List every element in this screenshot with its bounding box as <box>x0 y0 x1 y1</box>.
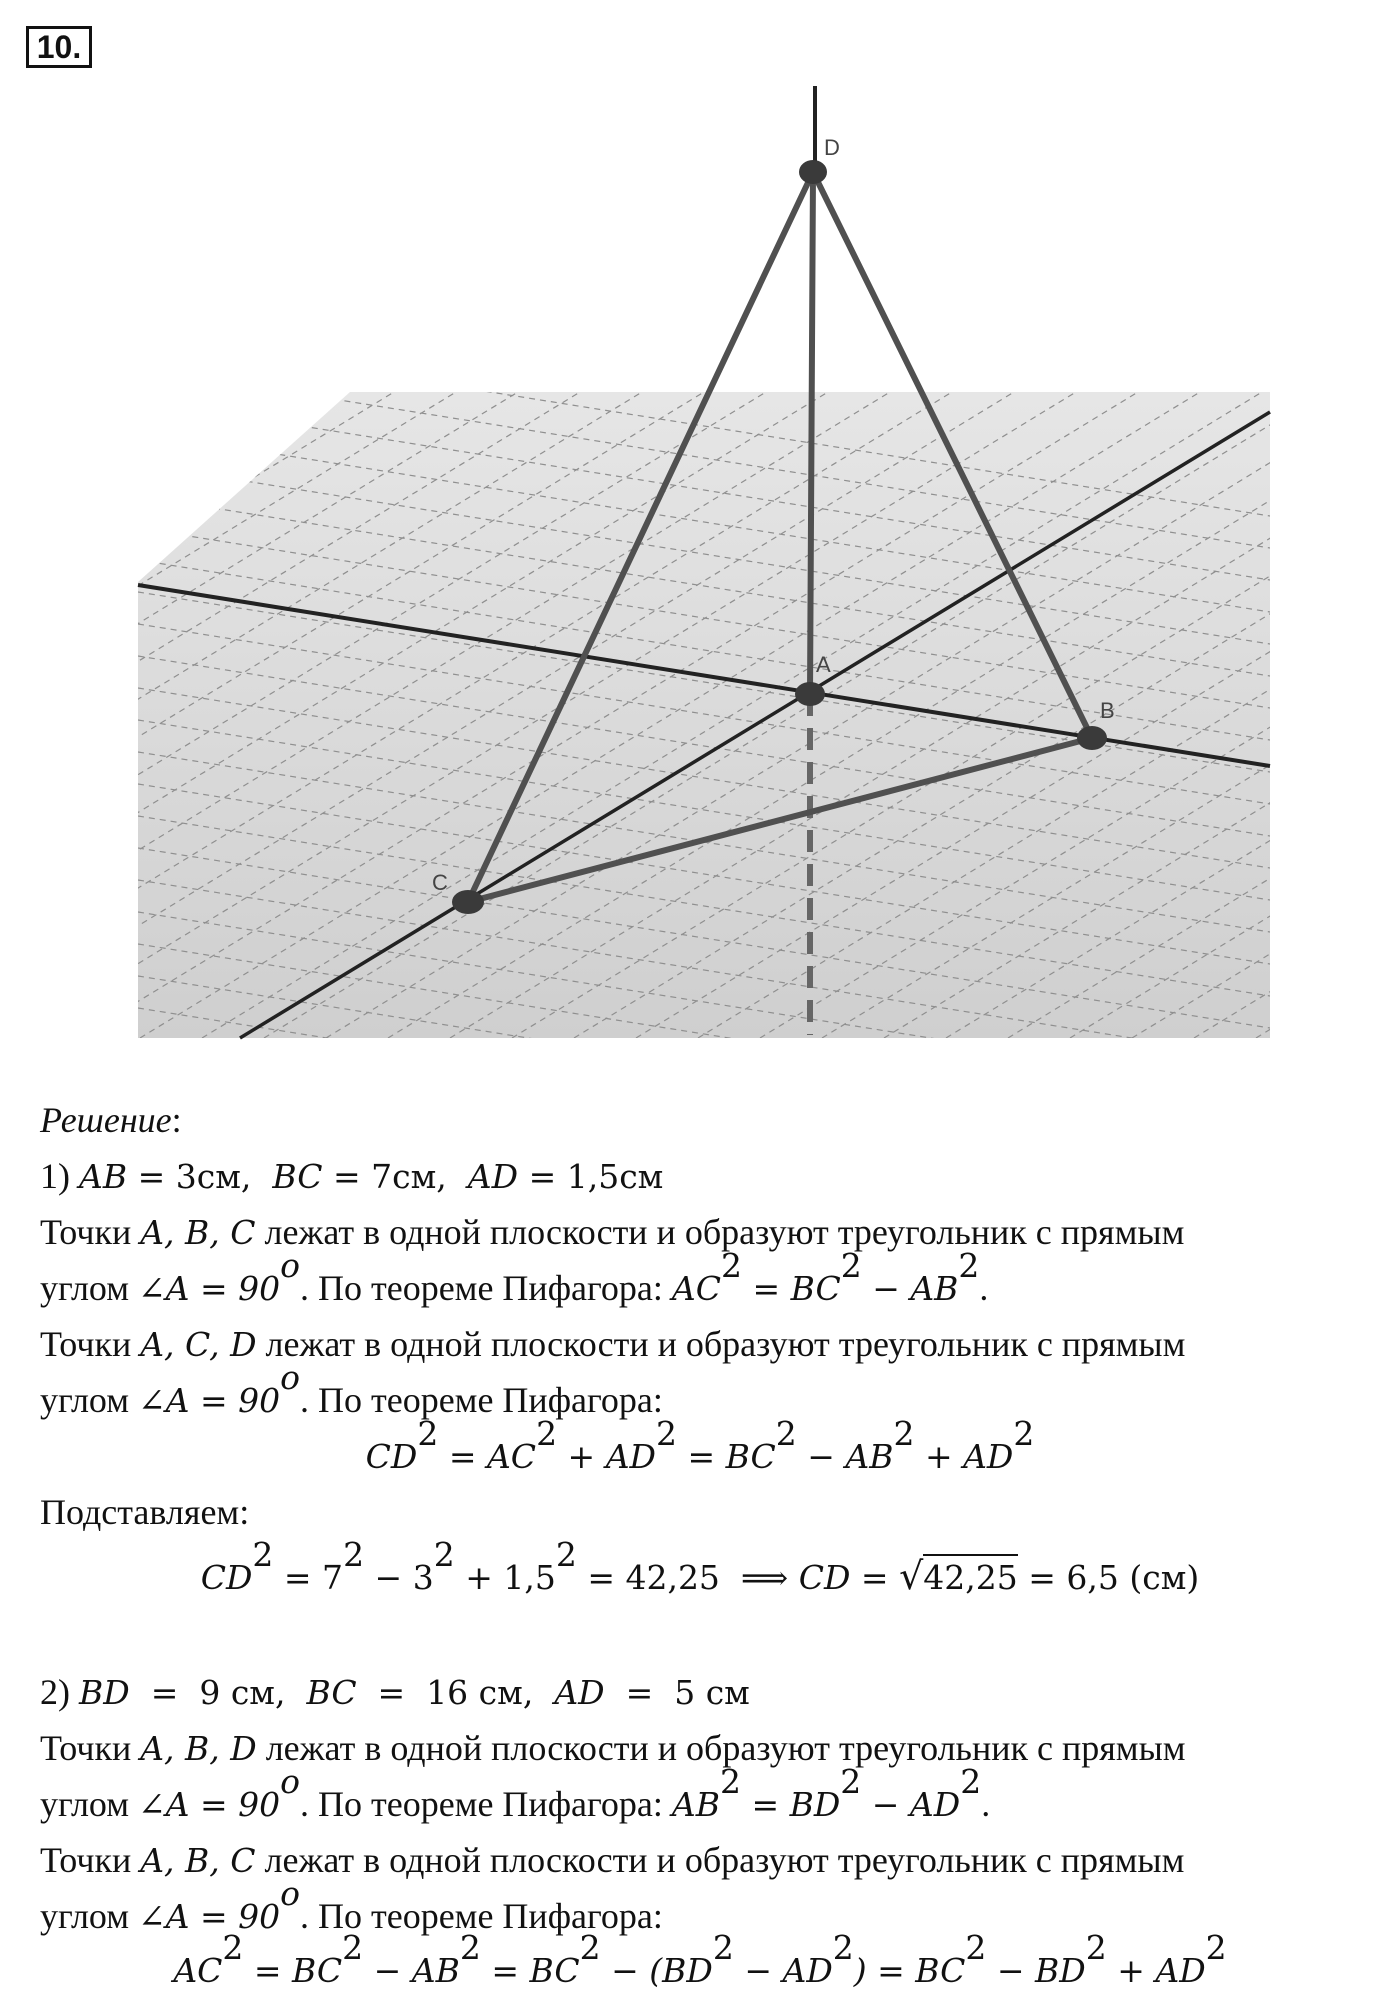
problem-number: 10. <box>26 26 92 68</box>
f: CD <box>365 1437 418 1476</box>
eq: = <box>322 1157 372 1196</box>
eq: = <box>129 1673 200 1712</box>
value-ad: 5 см <box>674 1673 750 1712</box>
t: Точки <box>40 1324 141 1364</box>
f: − AD <box>733 1951 833 1990</box>
label-d: D <box>824 135 840 160</box>
f: CD <box>798 1558 851 1597</box>
sq: 2 <box>893 1413 915 1453</box>
point-d <box>799 160 827 184</box>
t: . По теореме Пифагора: <box>299 1896 663 1936</box>
sqrt-icon: √ <box>899 1554 924 1598</box>
t: . <box>979 1268 989 1308</box>
t: . По теореме Пифагора: <box>299 1268 672 1308</box>
t: Точки <box>40 1840 141 1880</box>
result: = 6,5 (см) <box>1017 1558 1200 1597</box>
points-abc: A, B, C <box>140 1841 256 1880</box>
given-ad: AD <box>554 1673 605 1712</box>
f: = BD <box>740 1785 841 1824</box>
grid-line <box>1318 392 1400 1038</box>
value-bc: 7см <box>371 1157 437 1196</box>
f: − AB <box>861 1269 959 1308</box>
part1-line3 <box>40 1316 1370 1373</box>
t: лежат в одной плоскости и образуют треугольник с прямым <box>255 1212 1185 1252</box>
degree: o <box>280 1873 300 1913</box>
eq: = <box>356 1673 427 1712</box>
angle-a: ∠A = 90 <box>138 1381 281 1420</box>
f: + AD <box>1106 1951 1206 1990</box>
sq: 2 <box>222 1927 244 1967</box>
sq: 2 <box>958 1245 980 1285</box>
points-acd: A, C, D <box>140 1325 257 1364</box>
part2-number: 2) <box>40 1672 70 1712</box>
f: − BD <box>986 1951 1086 1990</box>
part1-number: 1) <box>40 1156 70 1196</box>
f: − AB <box>363 1951 460 1990</box>
part2-given <box>40 1664 1370 1721</box>
f: + AD <box>557 1437 656 1476</box>
f: = BC <box>676 1437 776 1476</box>
t: лежат в одной плоскости и образуют треугольник с прямым <box>256 1324 1186 1364</box>
angle-a: ∠A = 90 <box>138 1785 281 1824</box>
f: + 1,5 <box>454 1558 556 1597</box>
sep: , <box>436 1157 468 1196</box>
angle-a: ∠A = 90 <box>138 1897 281 1936</box>
heading-text: Решение <box>40 1100 172 1140</box>
grid-line <box>138 1040 1270 1050</box>
part2-formula <box>0 1927 1400 1999</box>
value-bc: 16 см <box>426 1673 523 1712</box>
given-bc: BC <box>272 1157 323 1196</box>
point-a <box>795 682 825 706</box>
sqrt-value: 42,25 <box>923 1554 1017 1600</box>
part2-line2 <box>40 1761 1370 1833</box>
part1-substitute: Подставляем: <box>40 1492 250 1532</box>
sep: , <box>240 1157 273 1196</box>
f: AB <box>671 1785 720 1824</box>
f: CD <box>200 1558 253 1597</box>
t: углом <box>40 1896 138 1936</box>
point-b <box>1077 726 1107 750</box>
sq: 2 <box>655 1413 677 1453</box>
part1-formula <box>0 1413 1400 1485</box>
degree: o <box>280 1245 300 1285</box>
given-bd: BD <box>79 1673 130 1712</box>
f: AC <box>173 1951 223 1990</box>
part1-line2 <box>40 1245 1370 1317</box>
part1-line4 <box>40 1357 1370 1429</box>
f: = <box>850 1558 900 1597</box>
label-c: C <box>432 870 448 895</box>
sq: 2 <box>965 1927 987 1967</box>
sq: 2 <box>536 1413 558 1453</box>
label-a: A <box>816 652 831 677</box>
f: = 7 <box>273 1558 344 1597</box>
part2-line3 <box>40 1832 1370 1889</box>
t: . По теореме Пифагора: <box>299 1380 663 1420</box>
t: углом <box>40 1268 138 1308</box>
f: − AD <box>861 1785 961 1824</box>
t: . <box>981 1784 991 1824</box>
grid-line <box>1256 392 1400 1038</box>
sq: 2 <box>712 1927 734 1967</box>
sq: 2 <box>459 1927 481 1967</box>
f: = 42,25 ⟹ <box>576 1558 799 1597</box>
t: углом <box>40 1784 138 1824</box>
f: − AB <box>796 1437 894 1476</box>
part1-given <box>40 1148 1370 1205</box>
t: лежат в одной плоскости и образуют треугольник с прямым <box>255 1840 1185 1880</box>
f: − (BD <box>600 1951 713 1990</box>
sq: 2 <box>1085 1927 1107 1967</box>
t: углом <box>40 1380 138 1420</box>
sq: 2 <box>417 1413 439 1453</box>
sq: 2 <box>840 1761 862 1801</box>
sq: 2 <box>775 1413 797 1453</box>
grid-line <box>1380 392 1400 1038</box>
sq: 2 <box>840 1245 862 1285</box>
heading-colon: : <box>171 1100 182 1140</box>
given-ab: AB <box>79 1157 128 1196</box>
sep: , <box>522 1673 555 1712</box>
part1-calc <box>0 1534 1400 1606</box>
label-b: B <box>1100 698 1115 723</box>
sq: 2 <box>960 1761 982 1801</box>
part1-line1 <box>40 1204 1370 1261</box>
f: − 3 <box>364 1558 434 1597</box>
sq: 2 <box>720 1245 742 1285</box>
value-bd: 9 см <box>199 1673 275 1712</box>
degree: o <box>280 1761 300 1801</box>
edge-da <box>810 172 813 694</box>
eq: = <box>518 1157 567 1196</box>
points-abd: A, B, D <box>140 1729 257 1768</box>
given-bc: BC <box>306 1673 357 1712</box>
sep: , <box>274 1673 307 1712</box>
sq: 2 <box>433 1534 455 1574</box>
f: = BC <box>480 1951 580 1990</box>
sq: 2 <box>252 1534 274 1574</box>
t: лежат в одной плоскости и образуют треугольник с прямым <box>256 1728 1186 1768</box>
value-ab: 3см <box>175 1157 241 1196</box>
sq: 2 <box>1013 1413 1035 1453</box>
eq: = <box>604 1673 675 1712</box>
f: AC <box>671 1269 721 1308</box>
degree: o <box>280 1357 300 1397</box>
t: . По теореме Пифагора: <box>299 1784 672 1824</box>
given-ad: AD <box>467 1157 519 1196</box>
f: = AC <box>438 1437 537 1476</box>
sq: 2 <box>555 1534 577 1574</box>
value-ad: 1,5см <box>566 1157 664 1196</box>
part2-line1 <box>40 1720 1370 1777</box>
sq: 2 <box>832 1927 854 1967</box>
f: + AD <box>914 1437 1014 1476</box>
angle-a: ∠A = 90 <box>138 1269 281 1308</box>
f: = BC <box>243 1951 343 1990</box>
point-c <box>452 890 484 914</box>
solution-heading <box>40 1092 1370 1148</box>
sq: 2 <box>343 1534 365 1574</box>
sq: 2 <box>579 1927 601 1967</box>
f: = BC <box>741 1269 841 1308</box>
t: Точки <box>40 1728 141 1768</box>
eq: = <box>127 1157 176 1196</box>
t: Точки <box>40 1212 141 1252</box>
sq: 2 <box>719 1761 741 1801</box>
points-abc: A, B, C <box>140 1213 256 1252</box>
f: ) = BC <box>853 1951 966 1990</box>
sq: 2 <box>1205 1927 1227 1967</box>
sq: 2 <box>342 1927 364 1967</box>
